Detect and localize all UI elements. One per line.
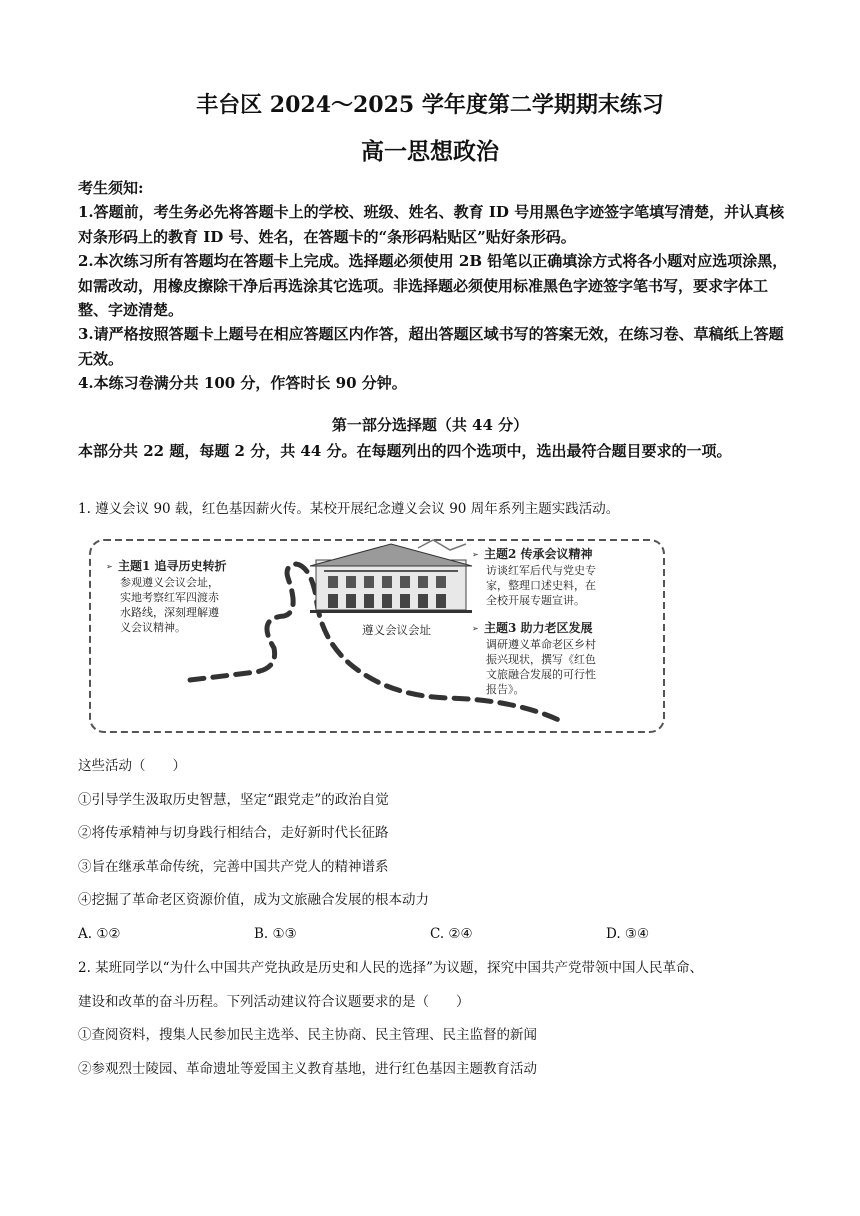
theme2-title: 主题2 传承会议精神 [484,547,593,561]
statement: ②将传承精神与切身践行相结合，走好新时代长征路 [78,825,389,841]
option-d[interactable]: D. ③④ [606,925,650,942]
theme2-line: 家，整理口述史料，在 [486,579,596,592]
theme3-line: 报告》。 [486,683,525,696]
option-c[interactable]: C. ②④ [430,925,473,942]
theme1-title: 主题1 追寻历史转折 [118,559,227,573]
question-1-stem: 1. 遵义会议 90 载，红色基因薪火传。某校开展纪念遵义会议 90 周年系列主题实践活动。 [78,501,620,517]
option-b[interactable]: B. ①③ [254,925,297,942]
activity-figure [88,538,666,734]
statement: ④挖掘了革命老区资源价值，成为文旅融合发展的根本动力 [78,892,429,908]
notice-heading: 考生须知: [78,179,144,197]
notice-item-4: 4.本练习卷满分共 100 分，作答时长 90 分钟。 [78,374,407,393]
question-1-options [78,918,790,952]
zunyi-site-image [310,540,472,613]
subject-title: 高一思想政治 [361,138,499,165]
statement: ①引导学生汲取历史智慧，坚定“跟党走”的政治自觉 [78,791,389,808]
notice-item-2: 2.本次练习所有答题均在答题卡上完成。选择题必须使用 2B 铅笔以正确填涂方式将各小题对应选项涂黑，如需改动，用橡皮擦除干净后再选涂其它选项。非选择题必须使用标准黑色字迹签字笔书写，要求字体工整、字迹清楚。 [78,252,788,320]
theme3-line: 振兴现状，撰写《红色 [486,653,596,666]
theme1-line: 实地考察红军四渡赤 [120,591,219,604]
theme1-line: 水路线，深刻理解遵 [120,606,219,619]
question-1-body [78,750,790,951]
option-a[interactable]: A. ①② [78,925,121,942]
theme1-line: 参观遵义会议会址， [120,576,219,589]
theme2-line: 访谈红军后代与党史专 [486,564,596,577]
part1-title: 第一部分选择题（共 44 分） [331,416,529,434]
site-label: 遵义会议会址 [362,623,431,637]
question-2-stem-cont: 建设和改革的奋斗历程。下列活动建议符合议题要求的是（ ） [78,993,470,1010]
pointer-icon: ➢ [472,624,479,633]
page-title: 丰台区 2024～2025 学年度第二学期期末练习 [196,92,664,118]
question-2 [78,952,790,1086]
theme3-title: 主题3 助力老区发展 [484,621,593,635]
part1-intro: 本部分共 22 题，每题 2 分，共 44 分。在每题列出的四个选项中，选出最符合题目要求的一项。 [78,442,732,460]
statement: ①查阅资料，搜集人民参加民主选举、民主协商、民主管理、民主监督的新闻 [78,1027,537,1043]
theme3-line: 调研遵义革命老区乡村 [486,638,596,651]
pointer-icon: ➢ [106,562,113,571]
statement: ③旨在继承革命传统，完善中国共产党人的精神谱系 [78,858,389,875]
notice-item-1: 1.答题前，考生务必先将答题卡上的学校、班级、姓名、教育 ID 号用黑色字迹签字笔填写清楚，并认真核对条形码上的教育 ID 号、姓名，在答题卡的“条形码粘贴区”贴好条形码。 [78,203,785,246]
theme3-line: 文旅融合发展的可行性 [486,668,596,681]
question-2-stem: 2. 某班同学以“为什么中国共产党执政是历史和人民的选择”为议题，探究中国共产党带领中国人民革命、 [78,960,703,976]
question-1-prompt: 这些活动（ ） [78,758,186,774]
exam-notice [78,176,790,396]
pointer-icon: ➢ [472,550,479,559]
theme1-line: 义会议精神。 [120,621,186,634]
theme2-line: 全校开展专题宣讲。 [486,594,585,607]
notice-item-3: 3.请严格按照答题卡上题号在相应答题区内作答，超出答题区域书写的答案无效，在练习卷、草稿纸上答题无效。 [78,325,784,368]
statement: ②参观烈士陵园、革命遗址等爱国主义教育基地，进行红色基因主题教育活动 [78,1060,537,1077]
